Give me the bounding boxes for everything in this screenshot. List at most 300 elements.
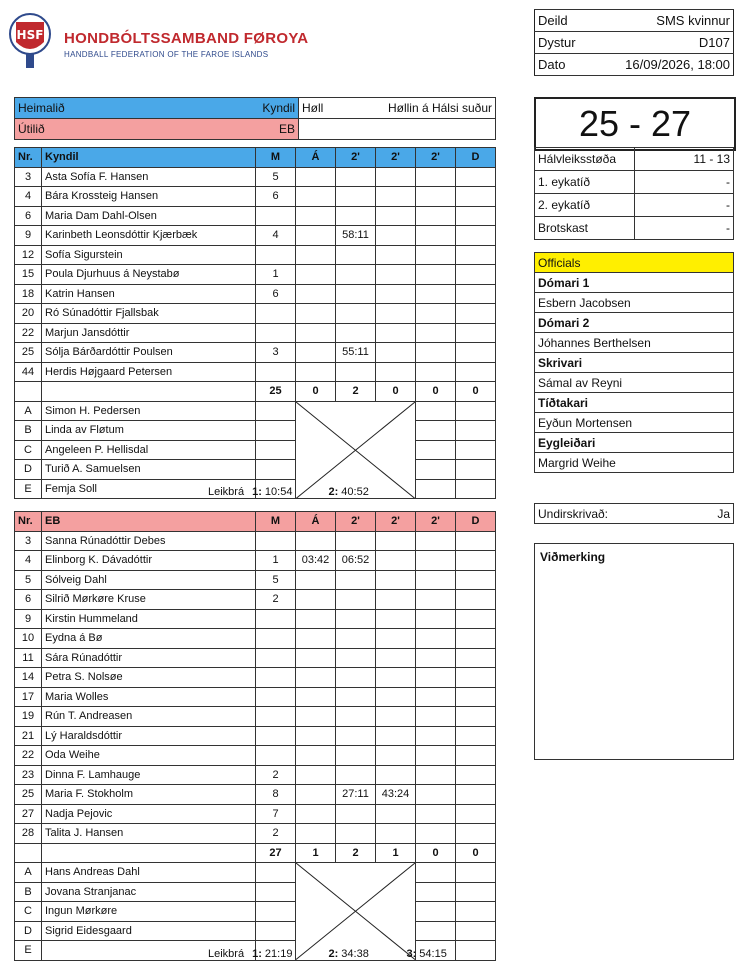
player-suspension-1: 55:11 xyxy=(336,343,376,363)
final-score xyxy=(534,97,736,151)
player-number: 4 xyxy=(15,187,42,207)
col-nr: Nr. xyxy=(15,148,42,168)
player-disqualification xyxy=(456,284,496,304)
official-code: C xyxy=(15,440,42,460)
player-name: Herdis Højgaard Petersen xyxy=(42,362,256,382)
player-suspension-3 xyxy=(416,284,456,304)
official-name: Eyðun Mortensen xyxy=(535,413,734,433)
player-row xyxy=(15,687,496,707)
col-suspension-1: 2' xyxy=(336,512,376,532)
player-suspension-3 xyxy=(416,707,456,727)
player-row xyxy=(15,531,496,551)
player-suspension-1 xyxy=(336,609,376,629)
player-suspension-2 xyxy=(376,668,416,688)
player-disqualification xyxy=(456,343,496,363)
player-number: 5 xyxy=(15,570,42,590)
player-goals: 2 xyxy=(256,765,296,785)
official-code: D xyxy=(15,921,42,941)
player-goals xyxy=(256,648,296,668)
player-goals: 6 xyxy=(256,284,296,304)
player-number: 25 xyxy=(15,343,42,363)
player-number: 12 xyxy=(15,245,42,265)
player-disqualification xyxy=(456,746,496,766)
player-suspension-1 xyxy=(336,362,376,382)
player-suspension-1 xyxy=(336,804,376,824)
player-suspension-2 xyxy=(376,726,416,746)
player-name: Poula Djurhuus á Neystabø xyxy=(42,265,256,285)
player-warning xyxy=(296,629,336,649)
home-label: Heimalið xyxy=(18,101,65,115)
player-name: Sanna Rúnadóttir Debes xyxy=(42,531,256,551)
blank-cell xyxy=(416,882,456,902)
team-official-name: Hans Andreas Dahl xyxy=(42,863,256,883)
total-m: 27 xyxy=(256,843,296,863)
roster-header xyxy=(15,512,496,532)
role-label: Dómari 1 xyxy=(535,273,734,293)
player-row xyxy=(15,362,496,382)
player-suspension-2 xyxy=(376,765,416,785)
player-warning xyxy=(296,304,336,324)
official-name: Esbern Jacobsen xyxy=(535,293,734,313)
player-row xyxy=(15,590,496,610)
player-suspension-1 xyxy=(336,570,376,590)
cross-mark xyxy=(296,863,415,960)
player-suspension-1 xyxy=(336,726,376,746)
team-official-name: Linda av Fløtum xyxy=(42,421,256,441)
federation-title: HONDBÓLTSSAMBAND FØROYA xyxy=(64,30,309,47)
player-suspension-3 xyxy=(416,323,456,343)
player-name: Asta Sofía F. Hansen xyxy=(42,167,256,187)
player-number: 9 xyxy=(15,609,42,629)
player-name: Sólja Bárðardóttir Poulsen xyxy=(42,343,256,363)
player-disqualification xyxy=(456,726,496,746)
player-suspension-2 xyxy=(376,687,416,707)
player-name: Maria F. Stokholm xyxy=(42,785,256,805)
player-name: Rún T. Andreasen xyxy=(42,707,256,727)
info-row xyxy=(535,10,734,32)
player-number: 6 xyxy=(15,590,42,610)
player-name: Eydna á Bø xyxy=(42,629,256,649)
blank-cell xyxy=(456,401,496,421)
player-suspension-1 xyxy=(336,765,376,785)
player-suspension-3 xyxy=(416,804,456,824)
player-suspension-2 xyxy=(376,609,416,629)
team-official-name: Angeleen P. Hellisdal xyxy=(42,440,256,460)
player-row xyxy=(15,206,496,226)
team-official-name: Simon H. Pedersen xyxy=(42,401,256,421)
player-disqualification xyxy=(456,304,496,324)
team-name-header: Kyndil xyxy=(42,148,256,168)
match-officials xyxy=(534,252,734,473)
home-team-name: Kyndil xyxy=(255,98,299,119)
blank-cell xyxy=(456,921,496,941)
player-suspension-3 xyxy=(416,187,456,207)
player-warning xyxy=(296,746,336,766)
player-number: 15 xyxy=(15,265,42,285)
timeout-time: 10:54 xyxy=(264,486,293,498)
player-suspension-2 xyxy=(376,362,416,382)
player-goals: 1 xyxy=(256,265,296,285)
official-code: A xyxy=(15,863,42,883)
blank-cell xyxy=(456,460,496,480)
player-suspension-1 xyxy=(336,206,376,226)
period-row xyxy=(535,217,734,240)
player-goals: 6 xyxy=(256,187,296,207)
timeout-number: 3: xyxy=(406,948,417,960)
player-suspension-2 xyxy=(376,824,416,844)
period-value: - xyxy=(634,171,734,194)
blank-cell xyxy=(256,421,296,441)
player-goals: 2 xyxy=(256,590,296,610)
col-nr: Nr. xyxy=(15,512,42,532)
match-info xyxy=(534,9,734,76)
player-suspension-1 xyxy=(336,824,376,844)
player-disqualification xyxy=(456,531,496,551)
team-official-row xyxy=(15,460,496,480)
player-name: Bára Krossteig Hansen xyxy=(42,187,256,207)
player-suspension-2 xyxy=(376,167,416,187)
player-row xyxy=(15,226,496,246)
team-official-row xyxy=(15,440,496,460)
hall-cell xyxy=(299,98,496,119)
player-suspension-1 xyxy=(336,746,376,766)
player-suspension-2 xyxy=(376,343,416,363)
player-goals: 8 xyxy=(256,785,296,805)
player-number: 11 xyxy=(15,648,42,668)
total-s2: 0 xyxy=(376,382,416,402)
player-name: Nadja Pejovic xyxy=(42,804,256,824)
player-number: 25 xyxy=(15,785,42,805)
blank-cell xyxy=(256,460,296,480)
total-a: 1 xyxy=(296,843,336,863)
player-suspension-2 xyxy=(376,804,416,824)
player-suspension-2 xyxy=(376,226,416,246)
remark-box xyxy=(534,543,734,760)
role-label: Eygleiðari xyxy=(535,433,734,453)
cross-cell xyxy=(296,863,416,961)
player-number: 3 xyxy=(15,167,42,187)
totals-empty xyxy=(15,382,42,402)
player-suspension-2 xyxy=(376,629,416,649)
player-disqualification xyxy=(456,648,496,668)
player-suspension-2 xyxy=(376,265,416,285)
player-row xyxy=(15,804,496,824)
team-official-row xyxy=(15,902,496,922)
player-name: Katrin Hansen xyxy=(42,284,256,304)
period-scores xyxy=(534,147,734,240)
player-suspension-3 xyxy=(416,570,456,590)
player-warning xyxy=(296,726,336,746)
player-warning xyxy=(296,687,336,707)
blank-cell xyxy=(416,460,456,480)
player-suspension-1 xyxy=(336,707,376,727)
period-label: Brotskast xyxy=(535,217,635,240)
hall-name: Høllin á Hálsi suður xyxy=(387,101,492,115)
player-suspension-3 xyxy=(416,362,456,382)
away-score: 27 xyxy=(651,103,692,144)
player-row xyxy=(15,824,496,844)
blank-cell xyxy=(456,863,496,883)
player-suspension-3 xyxy=(416,824,456,844)
official-code: C xyxy=(15,902,42,922)
player-number: 28 xyxy=(15,824,42,844)
player-warning: 03:42 xyxy=(296,551,336,571)
player-name: Ró Súnadóttir Fjallsbak xyxy=(42,304,256,324)
official-name: Sámal av Reyni xyxy=(535,373,734,393)
player-warning xyxy=(296,167,336,187)
player-suspension-2 xyxy=(376,570,416,590)
player-warning xyxy=(296,226,336,246)
player-disqualification xyxy=(456,824,496,844)
player-goals: 1 xyxy=(256,551,296,571)
player-suspension-3 xyxy=(416,668,456,688)
player-disqualification xyxy=(456,265,496,285)
player-name: Marjun Jansdóttir xyxy=(42,323,256,343)
away-team-name: EB xyxy=(255,119,299,140)
player-warning xyxy=(296,206,336,226)
player-number: 6 xyxy=(15,206,42,226)
blank-cell xyxy=(456,902,496,922)
player-suspension-1 xyxy=(336,284,376,304)
federation-subtitle: HANDBALL FEDERATION OF THE FAROE ISLANDS xyxy=(64,50,269,59)
svg-text:HSF: HSF xyxy=(16,28,44,42)
team-official-row xyxy=(15,863,496,883)
total-s3: 0 xyxy=(416,843,456,863)
official-code: B xyxy=(15,421,42,441)
player-name: Oda Weihe xyxy=(42,746,256,766)
player-goals xyxy=(256,668,296,688)
player-number: 23 xyxy=(15,765,42,785)
total-d: 0 xyxy=(456,382,496,402)
player-disqualification xyxy=(456,668,496,688)
team-official-row xyxy=(15,421,496,441)
player-suspension-3 xyxy=(416,551,456,571)
player-suspension-1 xyxy=(336,265,376,285)
player-disqualification xyxy=(456,609,496,629)
role-label: Skrivari xyxy=(535,353,734,373)
player-goals xyxy=(256,746,296,766)
timeouts-label: Leikbrá xyxy=(208,486,245,498)
player-suspension-3 xyxy=(416,765,456,785)
period-label: 2. eykatíð xyxy=(535,194,635,217)
player-suspension-2 xyxy=(376,187,416,207)
player-row xyxy=(15,785,496,805)
player-suspension-2: 43:24 xyxy=(376,785,416,805)
col-goals: M xyxy=(256,148,296,168)
timeout-number: 2: xyxy=(328,948,339,960)
team-official-name: Ingun Mørkøre xyxy=(42,902,256,922)
totals-row xyxy=(15,382,496,402)
period-label: Hálvleiksstøða xyxy=(535,148,635,171)
player-suspension-1: 27:11 xyxy=(336,785,376,805)
player-suspension-1 xyxy=(336,323,376,343)
blank-cell xyxy=(456,421,496,441)
player-number: 9 xyxy=(15,226,42,246)
player-suspension-3 xyxy=(416,648,456,668)
team-official-name: Femja Soll xyxy=(42,479,256,499)
home-timeouts xyxy=(208,486,495,499)
timeouts-label: Leikbrá xyxy=(208,948,245,960)
player-row xyxy=(15,265,496,285)
info-value: 16/09/2026, 18:00 xyxy=(611,54,734,76)
player-suspension-2 xyxy=(376,323,416,343)
period-row xyxy=(535,194,734,217)
total-s1: 2 xyxy=(336,382,376,402)
player-row xyxy=(15,648,496,668)
player-row xyxy=(15,245,496,265)
player-warning xyxy=(296,245,336,265)
official-code: A xyxy=(15,401,42,421)
totals-empty xyxy=(42,843,256,863)
info-label: Deild xyxy=(535,10,612,32)
signature-row xyxy=(534,503,734,524)
player-goals xyxy=(256,304,296,324)
player-row xyxy=(15,343,496,363)
col-suspension-3: 2' xyxy=(416,148,456,168)
player-disqualification xyxy=(456,570,496,590)
officials-heading: Officials xyxy=(535,253,734,273)
player-disqualification xyxy=(456,687,496,707)
player-disqualification xyxy=(456,167,496,187)
blank-cell xyxy=(416,902,456,922)
player-disqualification xyxy=(456,245,496,265)
player-number: 44 xyxy=(15,362,42,382)
blank-cell xyxy=(256,882,296,902)
player-row xyxy=(15,323,496,343)
player-warning xyxy=(296,668,336,688)
player-name: Maria Dam Dahl-Olsen xyxy=(42,206,256,226)
period-label: 1. eykatíð xyxy=(535,171,635,194)
blank-cell xyxy=(416,863,456,883)
player-suspension-1 xyxy=(336,304,376,324)
totals-empty xyxy=(15,843,42,863)
team-official-name: Sigrid Eidesgaard xyxy=(42,921,256,941)
player-goals xyxy=(256,531,296,551)
player-suspension-1: 06:52 xyxy=(336,551,376,571)
total-s3: 0 xyxy=(416,382,456,402)
home-score: 25 xyxy=(578,103,619,144)
player-suspension-2 xyxy=(376,551,416,571)
home-team-cell xyxy=(15,98,255,119)
player-disqualification xyxy=(456,590,496,610)
player-suspension-3 xyxy=(416,726,456,746)
info-label: Dystur xyxy=(535,32,612,54)
player-disqualification xyxy=(456,323,496,343)
player-row xyxy=(15,707,496,727)
player-suspension-3 xyxy=(416,531,456,551)
player-disqualification xyxy=(456,629,496,649)
timeout-time: 40:52 xyxy=(341,486,369,498)
player-suspension-3 xyxy=(416,746,456,766)
period-value: - xyxy=(634,194,734,217)
col-goals: M xyxy=(256,512,296,532)
away-roster xyxy=(14,511,496,961)
team-official-name: Jovana Stranjanac xyxy=(42,882,256,902)
player-suspension-2 xyxy=(376,648,416,668)
player-warning xyxy=(296,765,336,785)
player-number: 21 xyxy=(15,726,42,746)
player-disqualification xyxy=(456,226,496,246)
team-name-header: EB xyxy=(42,512,256,532)
info-value: SMS kvinnur xyxy=(611,10,734,32)
official-code: B xyxy=(15,882,42,902)
blank-cell xyxy=(456,882,496,902)
player-suspension-2 xyxy=(376,304,416,324)
timeout-number: 1: xyxy=(252,486,262,498)
total-d: 0 xyxy=(456,843,496,863)
player-goals xyxy=(256,323,296,343)
info-value: D107 xyxy=(611,32,734,54)
cross-mark xyxy=(296,402,415,499)
col-disqualification: D xyxy=(456,512,496,532)
cross-cell xyxy=(296,401,416,499)
player-disqualification xyxy=(456,804,496,824)
player-goals xyxy=(256,362,296,382)
info-label: Dato xyxy=(535,54,612,76)
team-official-row xyxy=(15,401,496,421)
away-label: Útilið xyxy=(18,122,45,136)
player-suspension-1 xyxy=(336,687,376,707)
player-row xyxy=(15,187,496,207)
player-warning xyxy=(296,531,336,551)
player-disqualification xyxy=(456,362,496,382)
player-suspension-1 xyxy=(336,668,376,688)
player-row xyxy=(15,668,496,688)
player-suspension-2 xyxy=(376,531,416,551)
away-team-cell xyxy=(15,119,255,140)
player-suspension-1 xyxy=(336,629,376,649)
official-name: Margrid Weihe xyxy=(535,453,734,473)
period-value: - xyxy=(634,217,734,240)
roster-header xyxy=(15,148,496,168)
official-code: E xyxy=(15,479,42,499)
player-disqualification xyxy=(456,206,496,226)
player-name: Dinna F. Lamhauge xyxy=(42,765,256,785)
totals-row xyxy=(15,843,496,863)
blank-cell xyxy=(256,921,296,941)
player-name: Sára Rúnadóttir xyxy=(42,648,256,668)
player-suspension-3 xyxy=(416,167,456,187)
player-suspension-3 xyxy=(416,785,456,805)
hall-label: Høll xyxy=(302,101,324,115)
player-warning xyxy=(296,824,336,844)
player-number: 4 xyxy=(15,551,42,571)
player-goals xyxy=(256,687,296,707)
player-number: 18 xyxy=(15,284,42,304)
player-goals xyxy=(256,609,296,629)
period-row xyxy=(535,171,734,194)
player-number: 22 xyxy=(15,323,42,343)
period-value: 11 - 13 xyxy=(634,148,734,171)
timeout-time: 34:38 xyxy=(341,948,369,960)
totals-empty xyxy=(42,382,256,402)
player-warning xyxy=(296,707,336,727)
player-suspension-2 xyxy=(376,707,416,727)
player-warning xyxy=(296,648,336,668)
player-suspension-1 xyxy=(336,531,376,551)
player-goals: 3 xyxy=(256,343,296,363)
player-row xyxy=(15,609,496,629)
player-disqualification xyxy=(456,187,496,207)
player-goals: 2 xyxy=(256,824,296,844)
teams-header xyxy=(14,97,496,140)
timeout-time: 21:19 xyxy=(264,948,293,960)
player-row xyxy=(15,551,496,571)
player-warning xyxy=(296,590,336,610)
info-row xyxy=(535,54,734,76)
player-suspension-1 xyxy=(336,167,376,187)
score-separator: - xyxy=(629,103,641,144)
